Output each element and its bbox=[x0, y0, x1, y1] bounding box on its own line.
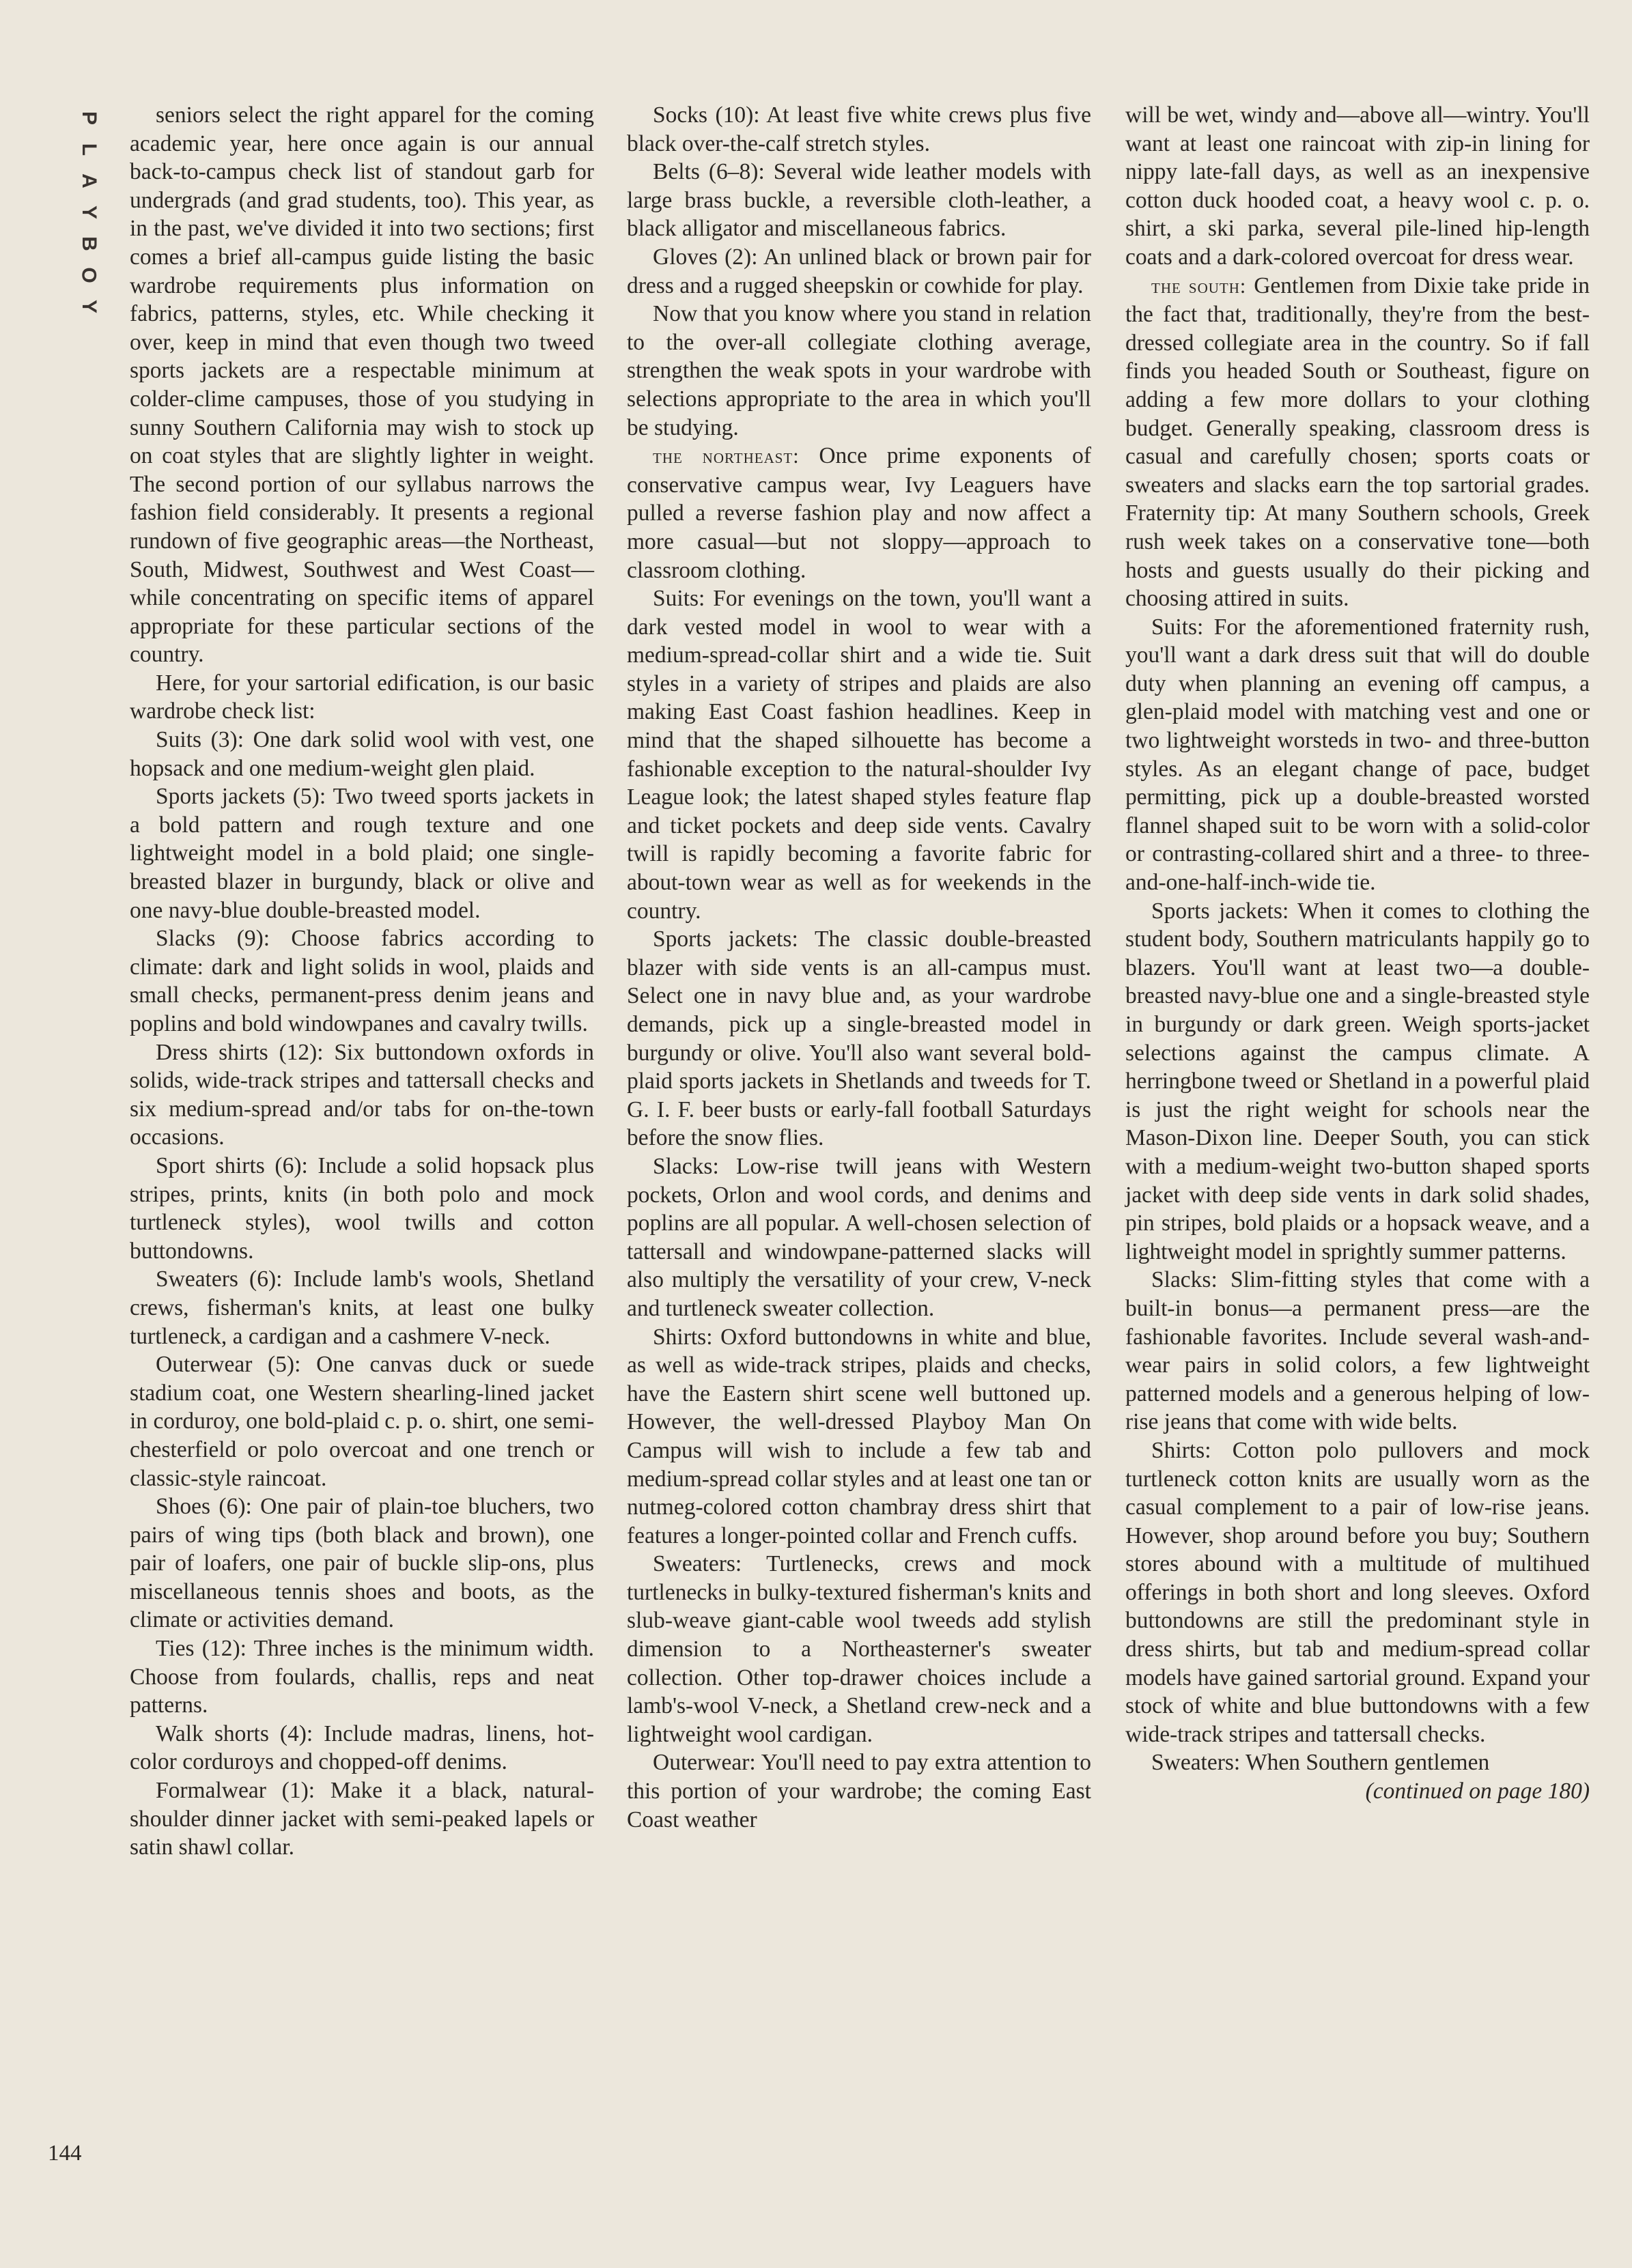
paragraph bbox=[130, 669, 594, 726]
paragraph bbox=[1125, 613, 1590, 897]
paragraph bbox=[627, 925, 1091, 1152]
paragraph bbox=[627, 1550, 1091, 1748]
paragraph-text: Formalwear (1): Make it a black, natural-shoulder dinner jacket with semi-peaked lapels or satin shawl collar. bbox=[130, 1778, 594, 1860]
paragraph-text: Gloves (2): An unlined black or brown pair for dress and a rugged sheepskin or cowhide for play. bbox=[627, 244, 1091, 298]
paragraph bbox=[130, 1265, 594, 1350]
paragraph-text: will be wet, windy and—above all—wintry. You'll want at least one raincoat with zip-in lining for nippy late-fall days, as well as an inexpensive cotton duck hooded coat, a heavy wool c. p. o. shirt, a ski parka, several pile-lined hip-length coats and a dark-colored overcoat for dress wear. bbox=[1125, 102, 1590, 270]
paragraph-text: Slacks (9): Choose fabrics according to climate: dark and light solids in wool, plaids and small checks, permanent-press denim jeans and poplins and bold windowpanes and cavalry twills. bbox=[130, 926, 594, 1036]
running-head-letter: L bbox=[77, 143, 100, 156]
section-heading: the south: bbox=[1151, 274, 1247, 298]
running-head-letter: A bbox=[77, 173, 100, 188]
running-head-letter: Y bbox=[77, 299, 100, 314]
paragraph-text: Shoes (6): One pair of plain-toe bluchers, two pairs of wing tips (both black and brown), one pair of loafers, one pair of buckle slip-ons, plus miscellaneous tennis shoes and boots, as the climate or activities demand. bbox=[130, 1494, 594, 1633]
paragraph bbox=[130, 1720, 594, 1776]
paragraph-text: Sports jackets: When it comes to clothing the student body, Southern matriculants happily go to blazers. You'll want at least two—a double-breasted navy-blue one and a single-breasted style in burgundy or dark green. Weigh sports-jacket selections against the campus climate. A herringbone tweed or Shetland in a powerful plaid is just the right weight for schools near the Mason-Dixon line. Deeper South, you can stick with a medium-weight two-button shaped sports jacket with deep side vents in dark solid shades, pin stripes, bold plaids or a hopsack weave, and a lightweight model in sprightly summer patterns. bbox=[1125, 898, 1590, 1264]
paragraph bbox=[627, 101, 1091, 158]
paragraph-text: Suits (3): One dark solid wool with vest, one hopsack and one medium-weight glen plaid. bbox=[130, 727, 594, 781]
paragraph bbox=[130, 924, 594, 1038]
running-head-letter: O bbox=[78, 267, 100, 283]
paragraph bbox=[130, 1776, 594, 1862]
paragraph-text: Now that you know where you stand in relation to the over-all collegiate clothing average, strengthen the weak spots in your wardrobe with selections appropriate to the area in which you'll be studying. bbox=[627, 301, 1091, 440]
paragraph bbox=[130, 1152, 594, 1265]
paragraph bbox=[627, 442, 1091, 584]
paragraph-text: Dress shirts (12): Six buttondown oxfords in solids, wide-track stripes and tattersall checks and six medium-spread and/or tabs for on-the-town occasions. bbox=[130, 1039, 594, 1150]
paragraph bbox=[130, 782, 594, 924]
paragraph-text: Walk shorts (4): Include madras, linens, hot-color corduroys and chopped-off denims. bbox=[130, 1720, 594, 1775]
section-heading: the northeast: bbox=[653, 444, 800, 468]
paragraph bbox=[1125, 272, 1590, 613]
running-head-playboy bbox=[74, 102, 104, 322]
paragraph-text: Sports jackets (5): Two tweed sports jackets in a bold pattern and rough texture and one lightweight model in a bold plaid; one single-breasted blazer in burgundy, black or olive and one navy-blue double-breasted model. bbox=[130, 784, 594, 923]
paragraph bbox=[627, 1748, 1091, 1834]
paragraph bbox=[130, 1492, 594, 1634]
paragraph-text: Suits: For evenings on the town, you'll want a dark vested model in wool to wear with a medium-spread-collar shirt and a wide tie. Suit styles in a variety of stripes and plaids are also making East Coast fashion headlines. Keep in mind that the shaped silhouette has become a fashionable exception to the natural-shoulder Ivy League look; the latest shaped styles feature flap and ticket pockets and deep side vents. Cavalry twill is rapidly becoming a favorite fabric for about-town wear as well as for weekends in the country. bbox=[627, 586, 1091, 924]
paragraph-text: Shirts: Cotton polo pullovers and mock turtleneck cotton knits are usually worn as the casual complement to a pair of low-rise jeans. However, shop around before you buy; Southern stores abound with a multitude of multihued offerings in both short and long sleeves. Oxford buttondowns are still the predominant style in dress shirts, but tab and medium-spread collar models have gained sartorial ground. Expand your stock of white and blue buttondowns with a few wide-track stripes and tattersall checks. bbox=[1125, 1437, 1590, 1747]
paragraph bbox=[1125, 1436, 1590, 1749]
paragraph-text: Sweaters (6): Include lamb's wools, Shetland crews, fisherman's knits, at least one bulky turtleneck, a cardigan and a cashmere V-neck. bbox=[130, 1266, 594, 1349]
paragraph bbox=[1125, 1748, 1590, 1777]
running-head-letter: Y bbox=[77, 205, 100, 220]
text-column-2 bbox=[627, 101, 1091, 1834]
paragraph-text: Sweaters: When Southern gentlemen bbox=[1151, 1750, 1490, 1776]
paragraph bbox=[130, 1038, 594, 1152]
paragraph-text: Slacks: Slim-fitting styles that come with a built-in bonus—a permanent press—are the fashionable favorites. Include several wash-and-wear pairs in solid colors, a few lightweight patterned models and a generous helping of low-rise jeans that come with wide belts. bbox=[1125, 1267, 1590, 1435]
paragraph-text: Outerwear (5): One canvas duck or suede stadium coat, one Western shearling-lined jacket in corduroy, one bold-plaid c. p. o. shirt, one semi-chesterfield or polo overcoat and one trench or classic-style raincoat. bbox=[130, 1352, 594, 1491]
paragraph-text: Here, for your sartorial edification, is our basic wardrobe check list: bbox=[130, 670, 594, 724]
paragraph-text: Slacks: Low-rise twill jeans with Western pockets, Orlon and wool cords, and denims and poplins are all popular. A well-chosen selection of tattersall and windowpane-patterned slacks will also multiply the versatility of your crew, V-neck and turtleneck sweater collection. bbox=[627, 1153, 1091, 1321]
paragraph bbox=[130, 101, 594, 669]
text-column-3 bbox=[1125, 101, 1590, 1806]
running-head-letter: P bbox=[77, 111, 100, 126]
paragraph bbox=[130, 726, 594, 782]
paragraph-text: Suits: For the aforementioned fraternity rush, you'll want a dark dress suit that will do double duty when planning an evening off campus, a glen-plaid model with matching vest and one or two lightweight worsteds in two- and three-button styles. As an elegant change of pace, budget permitting, pick up a double-breasted worsted flannel shaped suit to be worn with a solid-color or contrasting-collared shirt and a three- to three-and-one-half-inch-wide tie. bbox=[1125, 614, 1590, 896]
paragraph-text: Belts (6–8): Several wide leather models with large brass buckle, a reversible cloth-leather, a black alligator and miscellaneous fabrics. bbox=[627, 159, 1091, 242]
paragraph-text: Outerwear: You'll need to pay extra attention to this portion of your wardrobe; the coming East Coast weather bbox=[627, 1750, 1091, 1832]
paragraph bbox=[1125, 1266, 1590, 1436]
running-head-letter: B bbox=[77, 236, 100, 251]
paragraph bbox=[627, 158, 1091, 243]
paragraph-text: Gentlemen from Dixie take pride in the fact that, traditionally, they're from the best-dressed collegiate area in the country. So if fall finds you headed South or Southeast, figure on adding a few more dollars to your clothing budget. Generally speaking, classroom dress is casual and carefully chosen; sports coats or sweaters and slacks earn the top sartorial grades. Fraternity tip: At many Southern schools, Greek rush week takes on a conservative tone—both hosts and guests usually do their picking and choosing attired in suits. bbox=[1125, 272, 1590, 612]
paragraph-text: Ties (12): Three inches is the minimum width. Choose from foulards, challis, reps and neat patterns. bbox=[130, 1636, 594, 1718]
paragraph bbox=[627, 243, 1091, 300]
paragraph bbox=[627, 584, 1091, 925]
continued-note: (continued on page 180) bbox=[1365, 1778, 1590, 1804]
paragraph bbox=[130, 1350, 594, 1492]
text-column-1 bbox=[130, 101, 594, 1862]
paragraph bbox=[627, 1152, 1091, 1323]
paragraph-text: Sports jackets: The classic double-breasted blazer with side vents is an all-campus must. Select one in navy blue and, as your wardrobe demands, pick up a single-breasted model in burgundy or olive. You'll also want several bold-plaid sports jackets in Shetlands and tweeds for T. G. I. F. beer busts or early-fall football Saturdays before the snow flies. bbox=[627, 926, 1091, 1151]
paragraph-text: Socks (10): At least five white crews plus five black over-the-calf stretch styles. bbox=[627, 102, 1091, 156]
paragraph-text: Sport shirts (6): Include a solid hopsack plus stripes, prints, knits (in both polo and mock turtleneck styles), wool twills and cotton buttondowns. bbox=[130, 1152, 594, 1264]
paragraph bbox=[1125, 897, 1590, 1266]
paragraph-text: seniors select the right apparel for the coming academic year, here once again is our annual back-to-campus check list of standout garb for undergrads (and grad students, too). This year, as in the past, we've divided it into two sections; first comes a brief all-campus guide listing the basic wardrobe requirements plus information on fabrics, patterns, styles, etc. While checking it over, keep in mind that even though two tweed sports jackets are a respectable minimum at colder-clime campuses, those of you studying in sunny Southern California may wish to stock up on coat styles that are slightly lighter in weight. The second portion of our syllabus narrows the fashion field considerably. It presents a regional rundown of five geographic areas—the Northeast, South, Midwest, Southwest and West Coast—while concentrating on specific items of apparel appropriate for these particular sections of the country. bbox=[130, 102, 594, 668]
paragraph bbox=[1125, 101, 1590, 272]
paragraph bbox=[627, 1323, 1091, 1550]
page-number: 144 bbox=[48, 2141, 82, 2166]
paragraph bbox=[627, 300, 1091, 442]
paragraph-text: Sweaters: Turtlenecks, crews and mock turtlenecks in bulky-textured fisherman's knits and slub-weave giant-cable wool tweeds add stylish dimension to a Northeasterner's sweater collection. Other top-drawer choices include a lamb's-wool V-neck, a Shetland crew-neck and a lightweight wool cardigan. bbox=[627, 1551, 1091, 1747]
paragraph bbox=[130, 1634, 594, 1720]
paragraph-text: Shirts: Oxford buttondowns in white and blue, as well as wide-track stripes, plaids and checks, have the Eastern shirt scene well buttoned up. However, the well-dressed Playboy Man On Campus will wish to include a few tab and medium-spread collar styles and at least one tan or nutmeg-colored cotton chambray dress shirt that features a longer-pointed collar and French cuffs. bbox=[627, 1324, 1091, 1548]
paragraph-text: Once prime exponents of conservative campus wear, Ivy Leaguers have pulled a reverse fashion play and now affect a more casual—but not sloppy—approach to classroom clothing. bbox=[627, 443, 1091, 583]
